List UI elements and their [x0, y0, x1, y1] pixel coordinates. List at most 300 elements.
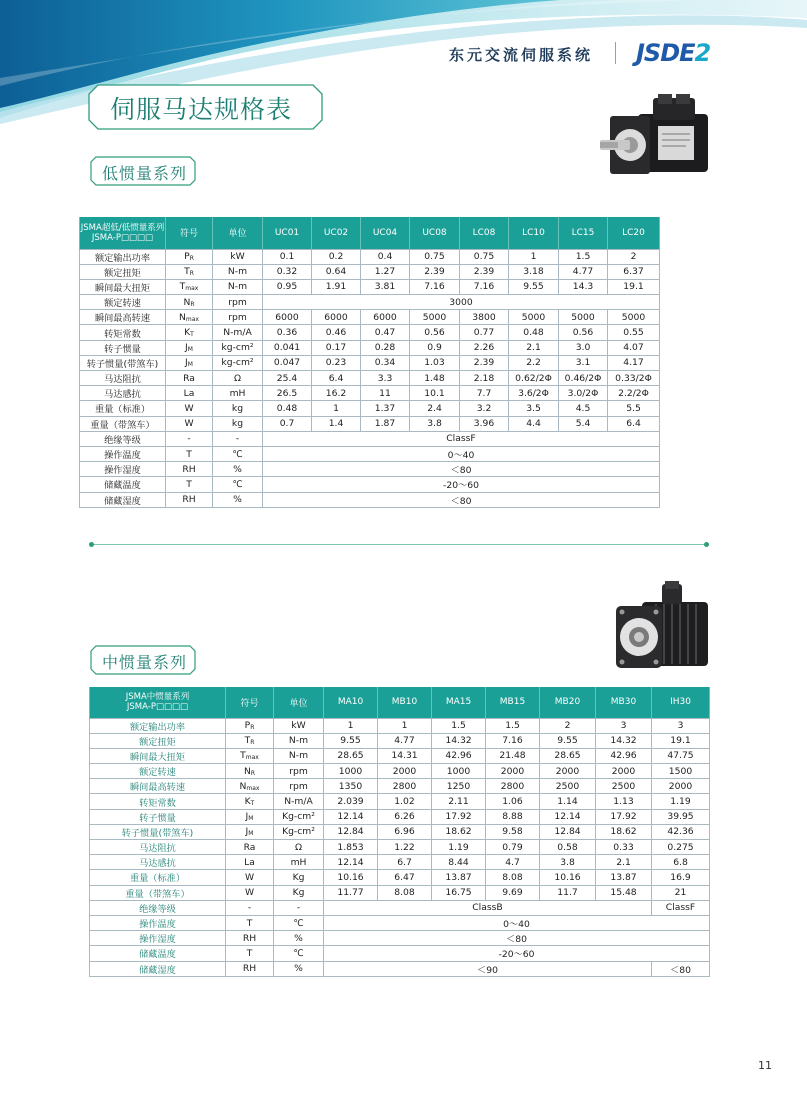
spec-value: 2000 — [378, 764, 432, 779]
spec-value: 18.62 — [432, 824, 486, 839]
spec-value: 19.1 — [608, 279, 660, 294]
spec-row — [90, 824, 710, 839]
brand-separator — [615, 42, 616, 64]
spec-value: 4.4 — [509, 416, 559, 431]
spec-value: 8.44 — [432, 855, 486, 870]
spec-value: 13.87 — [596, 870, 652, 885]
spec-symbol — [226, 779, 274, 794]
series-header — [80, 217, 166, 249]
symbol-subscript: max — [185, 315, 199, 323]
symbol-main: Ra — [243, 841, 256, 853]
spec-value: 16.75 — [432, 885, 486, 900]
spec-unit: % — [274, 961, 324, 976]
spec-unit: kg-cm² — [213, 355, 263, 370]
spec-value: 10.16 — [540, 870, 596, 885]
spec-value: 3800 — [460, 310, 509, 325]
symbol-header: 符号 — [226, 687, 274, 718]
symbol-subscript: M — [248, 830, 254, 838]
spec-unit: Kg-cm² — [274, 824, 324, 839]
symbol-main: Ra — [183, 372, 195, 384]
spec-value: 0.75 — [460, 249, 509, 264]
spec-symbol — [226, 764, 274, 779]
spec-row — [80, 295, 660, 310]
spec-row — [90, 840, 710, 855]
spec-value: 0.041 — [263, 340, 312, 355]
spec-unit: ℃ — [213, 477, 263, 492]
spec-value: 2500 — [540, 779, 596, 794]
spec-value: 2.039 — [324, 794, 378, 809]
spec-unit: Ω — [274, 840, 324, 855]
spec-unit: - — [213, 431, 263, 446]
model-header: UC01 — [263, 217, 312, 249]
spec-value: 3.2 — [460, 401, 509, 416]
spec-label: 储藏湿度 — [90, 961, 226, 976]
spec-value: 1.06 — [486, 794, 540, 809]
spec-value: 1.5 — [486, 718, 540, 733]
spec-value: 11.77 — [324, 885, 378, 900]
spec-value: 0.48 — [509, 325, 559, 340]
spec-value: 4.77 — [378, 733, 432, 748]
page-title: 伺服马达规格表 — [110, 95, 293, 124]
spec-symbol — [226, 718, 274, 733]
spec-value: 42.96 — [596, 748, 652, 763]
spec-unit: rpm — [213, 310, 263, 325]
spec-value: 16.2 — [312, 386, 361, 401]
symbol-main: N — [243, 765, 251, 777]
symbol-main: N — [179, 311, 186, 323]
spec-symbol — [226, 870, 274, 885]
spec-value: 6.7 — [378, 855, 432, 870]
spec-value: 2000 — [486, 764, 540, 779]
spec-symbol — [166, 462, 213, 477]
spec-symbol — [166, 431, 213, 446]
spec-value: 0.46/2Φ — [559, 371, 608, 386]
spec-value: 6000 — [312, 310, 361, 325]
spec-value: 3.0/2Φ — [559, 386, 608, 401]
spec-label: 重量（标准） — [80, 401, 166, 416]
spec-value: 1000 — [432, 764, 486, 779]
spec-label: 重量（标准） — [90, 870, 226, 885]
spec-value: 28.65 — [540, 748, 596, 763]
spec-value: 2.1 — [509, 340, 559, 355]
spec-unit: N-m/A — [274, 794, 324, 809]
spec-symbol — [166, 401, 213, 416]
spec-value: 6.37 — [608, 264, 660, 279]
low-inertia-spec-table — [79, 217, 660, 508]
symbol-main: - — [187, 433, 191, 445]
symbol-subscript: R — [189, 270, 194, 278]
spec-value-merged: ＜80 — [263, 462, 660, 477]
spec-label: 操作湿度 — [80, 462, 166, 477]
symbol-main: P — [184, 251, 190, 263]
spec-row — [90, 900, 710, 915]
symbol-main: J — [245, 826, 249, 838]
spec-value: 18.62 — [596, 824, 652, 839]
model-header: LC15 — [559, 217, 608, 249]
spec-value: 2000 — [540, 764, 596, 779]
spec-unit: Ω — [213, 371, 263, 386]
symbol-main: W — [244, 871, 255, 883]
spec-symbol — [226, 824, 274, 839]
spec-value: 6.26 — [378, 809, 432, 824]
spec-value: 2.39 — [410, 264, 460, 279]
spec-symbol — [166, 446, 213, 461]
spec-value: 1.48 — [410, 371, 460, 386]
spec-symbol — [226, 900, 274, 915]
symbol-subscript: R — [190, 300, 195, 308]
spec-value: 2.18 — [460, 371, 509, 386]
spec-label: 马达阻抗 — [80, 371, 166, 386]
model-header: LC10 — [509, 217, 559, 249]
spec-value: 10.1 — [410, 386, 460, 401]
spec-value: 2.2 — [509, 355, 559, 370]
model-header: MB30 — [596, 687, 652, 718]
spec-value: 14.31 — [378, 748, 432, 763]
spec-row — [80, 310, 660, 325]
spec-row — [80, 249, 660, 264]
spec-label: 瞬间最大扭矩 — [90, 748, 226, 763]
spec-value: 17.92 — [432, 809, 486, 824]
spec-value: 12.84 — [324, 824, 378, 839]
spec-row — [90, 748, 710, 763]
spec-label: 操作温度 — [80, 446, 166, 461]
spec-value: 1000 — [324, 764, 378, 779]
spec-label: 额定转速 — [80, 295, 166, 310]
spec-label: 储藏温度 — [90, 946, 226, 961]
symbol-main: K — [184, 327, 191, 339]
spec-value: 6.4 — [608, 416, 660, 431]
spec-label: 额定输出功率 — [90, 718, 226, 733]
spec-label: 操作湿度 — [90, 931, 226, 946]
symbol-subscript: R — [189, 255, 194, 263]
spec-value: 0.36 — [263, 325, 312, 340]
series-line2: JSMA-P□□□□ — [91, 232, 154, 243]
spec-row — [80, 477, 660, 492]
spec-value: 11 — [361, 386, 410, 401]
spec-symbol — [166, 340, 213, 355]
page-number: 11 — [758, 1059, 772, 1072]
spec-unit: N-m — [213, 264, 263, 279]
spec-symbol — [166, 355, 213, 370]
spec-value: 0.46 — [312, 325, 361, 340]
spec-value-merged: 0～40 — [324, 915, 710, 930]
spec-unit: kg — [213, 416, 263, 431]
model-header: MA15 — [432, 687, 486, 718]
spec-label: 重量（带煞车） — [80, 416, 166, 431]
spec-row — [80, 446, 660, 461]
spec-symbol — [166, 371, 213, 386]
spec-row — [80, 462, 660, 477]
spec-label: 额定扭矩 — [80, 264, 166, 279]
spec-unit: % — [213, 492, 263, 507]
divider-dot-left — [89, 542, 94, 547]
spec-symbol — [166, 416, 213, 431]
spec-value-merged: ClassF — [263, 431, 660, 446]
spec-value: 6.47 — [378, 870, 432, 885]
spec-label: 转子惯量 — [80, 340, 166, 355]
symbol-main: W — [184, 402, 194, 414]
spec-value-merged: 3000 — [263, 295, 660, 310]
mid-inertia-spec-table — [89, 687, 710, 977]
spec-unit: rpm — [274, 779, 324, 794]
spec-label: 马达感抗 — [80, 386, 166, 401]
spec-value: 7.7 — [460, 386, 509, 401]
spec-value: 0.79 — [486, 840, 540, 855]
symbol-main: T — [186, 478, 192, 490]
spec-row — [90, 764, 710, 779]
symbol-main: T — [240, 750, 246, 762]
spec-value: 9.58 — [486, 824, 540, 839]
spec-label: 瞬间最大扭矩 — [80, 279, 166, 294]
spec-value: 0.275 — [652, 840, 710, 855]
symbol-main: N — [239, 780, 247, 792]
spec-value: 12.14 — [540, 809, 596, 824]
spec-value: 5000 — [509, 310, 559, 325]
spec-symbol — [226, 855, 274, 870]
spec-value: 25.4 — [263, 371, 312, 386]
spec-label: 转子惯量 — [90, 809, 226, 824]
spec-row — [80, 355, 660, 370]
spec-symbol — [226, 885, 274, 900]
spec-row — [80, 401, 660, 416]
symbol-main: K — [244, 796, 251, 808]
model-header: MB15 — [486, 687, 540, 718]
spec-value: 42.96 — [432, 748, 486, 763]
spec-value: 0.62/2Φ — [509, 371, 559, 386]
spec-value: 1.14 — [540, 794, 596, 809]
spec-label: 马达感抗 — [90, 855, 226, 870]
spec-unit: kg — [213, 401, 263, 416]
spec-unit: N-m — [213, 279, 263, 294]
spec-row — [90, 779, 710, 794]
spec-symbol — [166, 492, 213, 507]
spec-value: 15.48 — [596, 885, 652, 900]
spec-value: 3 — [596, 718, 652, 733]
spec-unit: mH — [213, 386, 263, 401]
symbol-main: RH — [182, 463, 196, 475]
symbol-main: J — [185, 357, 188, 369]
spec-value: 8.88 — [486, 809, 540, 824]
spec-row — [90, 809, 710, 824]
spec-value: 1.13 — [596, 794, 652, 809]
spec-value: 6.96 — [378, 824, 432, 839]
spec-value: 9.69 — [486, 885, 540, 900]
spec-value: 2000 — [652, 779, 710, 794]
symbol-main: J — [245, 811, 249, 823]
spec-label: 转子惯量(带煞车) — [90, 824, 226, 839]
spec-value: 3.0 — [559, 340, 608, 355]
spec-symbol — [226, 748, 274, 763]
spec-value: 28.65 — [324, 748, 378, 763]
spec-value: ＜80 — [652, 961, 710, 976]
spec-value: 1 — [312, 401, 361, 416]
spec-value: 3.6/2Φ — [509, 386, 559, 401]
spec-symbol — [226, 733, 274, 748]
spec-label: 重量（带煞车） — [90, 885, 226, 900]
unit-header: 单位 — [213, 217, 263, 249]
spec-label: 储藏温度 — [80, 477, 166, 492]
spec-value: 12.84 — [540, 824, 596, 839]
section-divider — [91, 544, 707, 545]
spec-symbol — [166, 325, 213, 340]
spec-unit: ℃ — [274, 915, 324, 930]
spec-row — [80, 386, 660, 401]
spec-value: 9.55 — [509, 279, 559, 294]
spec-value: 5.4 — [559, 416, 608, 431]
spec-unit: N-m — [274, 748, 324, 763]
spec-symbol — [166, 249, 213, 264]
spec-unit: ℃ — [274, 946, 324, 961]
spec-row — [80, 279, 660, 294]
spec-symbol — [226, 809, 274, 824]
spec-unit: rpm — [274, 764, 324, 779]
spec-label: 瞬间最高转速 — [80, 310, 166, 325]
spec-value: 3.3 — [361, 371, 410, 386]
low-table-header-row — [80, 217, 660, 249]
spec-value: 12.14 — [324, 809, 378, 824]
brand-logo-main: JSDE — [636, 39, 695, 67]
spec-symbol — [166, 264, 213, 279]
spec-value: 2500 — [596, 779, 652, 794]
spec-value: 1.5 — [432, 718, 486, 733]
spec-value: 1.87 — [361, 416, 410, 431]
spec-value: 0.47 — [361, 325, 410, 340]
model-header: UC04 — [361, 217, 410, 249]
spec-row — [80, 325, 660, 340]
spec-value: 7.16 — [486, 733, 540, 748]
symbol-main: W — [244, 887, 255, 899]
model-header: LC08 — [460, 217, 509, 249]
spec-value: 0.34 — [361, 355, 410, 370]
spec-row — [80, 431, 660, 446]
spec-unit: N-m/A — [213, 325, 263, 340]
spec-value: 1.02 — [378, 794, 432, 809]
spec-row — [80, 264, 660, 279]
spec-value: 1 — [509, 249, 559, 264]
spec-value: 0.2 — [312, 249, 361, 264]
spec-value: 4.7 — [486, 855, 540, 870]
spec-value: 4.07 — [608, 340, 660, 355]
spec-unit: kg-cm² — [213, 340, 263, 355]
spec-value: 21.48 — [486, 748, 540, 763]
symbol-subscript: M — [187, 346, 193, 354]
symbol-main: T — [179, 281, 186, 293]
spec-value: 5000 — [608, 310, 660, 325]
spec-symbol — [166, 279, 213, 294]
spec-value: 47.75 — [652, 748, 710, 763]
spec-unit: kW — [213, 249, 263, 264]
symbol-main: La — [244, 856, 255, 868]
symbol-subscript: M — [248, 815, 254, 823]
symbol-main: RH — [242, 932, 257, 944]
spec-unit: mH — [274, 855, 324, 870]
spec-value: 1.37 — [361, 401, 410, 416]
spec-unit: % — [274, 931, 324, 946]
symbol-main: La — [183, 387, 195, 399]
symbol-subscript: R — [250, 769, 256, 777]
symbol-subscript: R — [250, 739, 255, 747]
brand-tagline: 东元交流伺服系统 — [449, 46, 594, 64]
spec-symbol — [226, 915, 274, 930]
spec-label: 转矩常数 — [80, 325, 166, 340]
spec-value: 1.91 — [312, 279, 361, 294]
spec-symbol — [166, 477, 213, 492]
spec-symbol — [226, 840, 274, 855]
spec-value: 1 — [324, 718, 378, 733]
brand-logo — [636, 39, 710, 67]
spec-value: ClassF — [652, 900, 710, 915]
spec-label: 转矩常数 — [90, 794, 226, 809]
model-header: MB10 — [378, 687, 432, 718]
spec-value: 9.55 — [540, 733, 596, 748]
spec-symbol — [226, 961, 274, 976]
spec-value: 2.26 — [460, 340, 509, 355]
series-header — [90, 687, 226, 718]
spec-value: 1.19 — [652, 794, 710, 809]
model-header: MA10 — [324, 687, 378, 718]
spec-value: 1350 — [324, 779, 378, 794]
spec-unit: % — [213, 462, 263, 477]
symbol-main: T — [244, 735, 251, 747]
spec-unit: ℃ — [213, 446, 263, 461]
spec-value: 3.96 — [460, 416, 509, 431]
spec-value: 0.75 — [410, 249, 460, 264]
spec-value: 7.16 — [460, 279, 509, 294]
spec-value: 7.16 — [410, 279, 460, 294]
spec-row — [90, 733, 710, 748]
spec-value: 14.32 — [432, 733, 486, 748]
spec-value: 0.9 — [410, 340, 460, 355]
spec-value-merged: ＜80 — [324, 931, 710, 946]
spec-unit: - — [274, 900, 324, 915]
spec-value: 2.39 — [460, 355, 509, 370]
spec-value: 0.7 — [263, 416, 312, 431]
mid-section-title: 中惯量系列 — [102, 653, 188, 672]
spec-value: 26.5 — [263, 386, 312, 401]
spec-value: 3.18 — [509, 264, 559, 279]
spec-label: 额定输出功率 — [80, 249, 166, 264]
spec-label: 额定扭矩 — [90, 733, 226, 748]
spec-value: 2.4 — [410, 401, 460, 416]
spec-symbol — [226, 946, 274, 961]
spec-value: 21 — [652, 885, 710, 900]
spec-value: 0.23 — [312, 355, 361, 370]
spec-value: 3.81 — [361, 279, 410, 294]
spec-unit: rpm — [213, 295, 263, 310]
spec-unit: Kg-cm² — [274, 809, 324, 824]
spec-value: 0.1 — [263, 249, 312, 264]
spec-value: 0.56 — [410, 325, 460, 340]
spec-value: 1.27 — [361, 264, 410, 279]
spec-label: 马达阻抗 — [90, 840, 226, 855]
spec-value: 13.87 — [432, 870, 486, 885]
model-header: UC02 — [312, 217, 361, 249]
spec-value: 19.1 — [652, 733, 710, 748]
spec-symbol — [166, 295, 213, 310]
spec-value: 17.92 — [596, 809, 652, 824]
spec-value: 1250 — [432, 779, 486, 794]
spec-value: 0.77 — [460, 325, 509, 340]
spec-row — [80, 492, 660, 507]
spec-value: 4.77 — [559, 264, 608, 279]
spec-value: 1.19 — [432, 840, 486, 855]
symbol-main: T — [184, 266, 190, 278]
servo-motor-medium-image — [612, 580, 712, 680]
unit-header: 单位 — [274, 687, 324, 718]
symbol-main: T — [246, 947, 253, 959]
spec-row — [90, 794, 710, 809]
spec-symbol — [226, 794, 274, 809]
